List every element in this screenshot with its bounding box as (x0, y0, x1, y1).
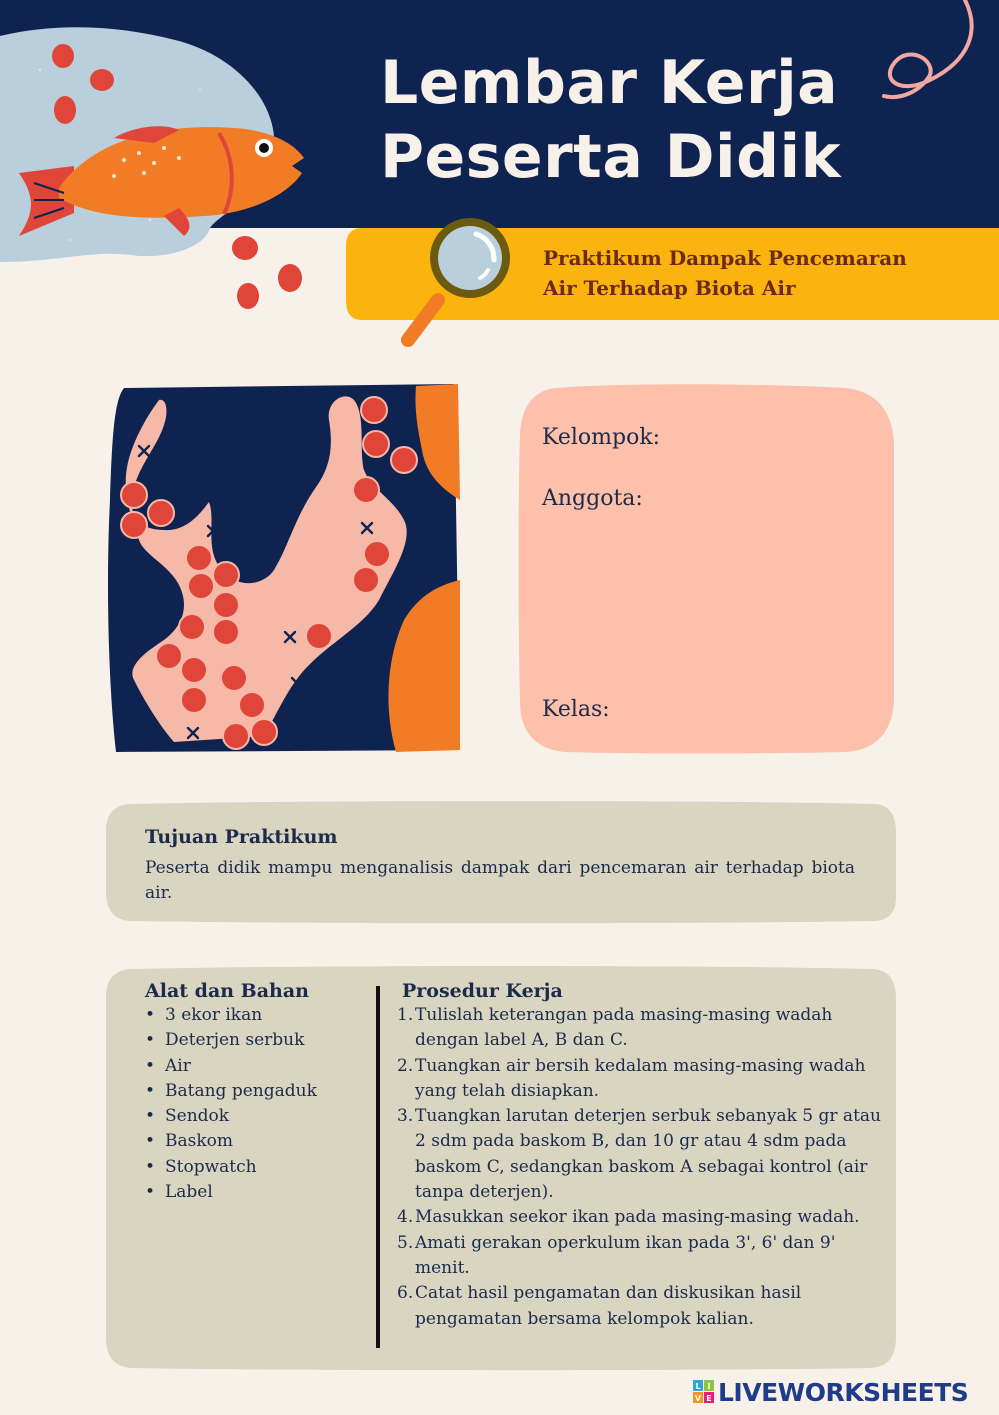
list-item (397, 1104, 887, 1205)
pollution-map-illustration (104, 380, 462, 756)
step-text: Tuangkan larutan deterjen serbuk sebanyak 5 gr atau 2 sdm pada baskom B, dan 10 gr atau 4 sdm pada baskom C, sedangkan baskom A sebagai kontrol (air tanpa deterjen). (415, 1106, 881, 1203)
list-item (397, 1205, 887, 1230)
prosedur-list (397, 1003, 887, 1332)
svg-text:L: L (695, 1382, 701, 1391)
svg-text:V: V (694, 1394, 702, 1403)
step-number: 5. (397, 1232, 414, 1253)
title-line-1: Lembar Kerja (380, 48, 839, 118)
prosedur-title: Prosedur Kerja (402, 980, 563, 1002)
list-item: • Air (145, 1054, 317, 1079)
subtitle-line-1: Praktikum Dampak Pencemaran (543, 246, 907, 270)
list-item: • Batang pengaduk (145, 1079, 317, 1104)
list-item: • Label (145, 1180, 317, 1205)
page-subtitle (543, 243, 983, 303)
svg-text:E: E (706, 1394, 712, 1403)
page-title (380, 46, 980, 194)
list-item (397, 1054, 887, 1105)
tujuan-title: Tujuan Praktikum (145, 826, 338, 848)
alat-title: Alat dan Bahan (145, 980, 309, 1002)
list-item: • Deterjen serbuk (145, 1028, 317, 1053)
liveworksheets-logo[interactable] (693, 1376, 968, 1408)
step-number: 3. (397, 1106, 414, 1127)
step-number: 1. (397, 1005, 414, 1025)
tujuan-text: Peserta didik mampu menganalisis dampak dari pencemaran air terhadap biota air. (145, 858, 855, 903)
step-number: 6. (397, 1283, 414, 1304)
svg-text:I: I (707, 1382, 711, 1391)
fish-icon (14, 118, 314, 248)
column-divider (376, 986, 380, 1348)
step-number: 4. (397, 1207, 414, 1228)
logo-text: LIVEWORKSHEETS (718, 1377, 969, 1407)
step-text: Catat hasil pengamatan dan diskusikan hasil pengamatan bersama kelompok kalian. (415, 1283, 802, 1329)
alat-list (145, 1003, 317, 1205)
kelompok-label: Kelompok: (542, 425, 661, 450)
list-item: • Stopwatch (145, 1155, 317, 1180)
anggota-label: Anggota: (542, 486, 643, 511)
title-line-2: Peserta Didik (380, 122, 842, 192)
kelas-label: Kelas: (542, 697, 610, 722)
list-item: • Baskom (145, 1129, 317, 1154)
list-item (397, 1003, 887, 1054)
list-item (397, 1281, 887, 1332)
step-number: 2. (397, 1055, 414, 1076)
list-item: • 3 ekor ikan (145, 1003, 317, 1028)
list-item: • Sendok (145, 1104, 317, 1129)
step-text: Tulislah keterangan pada masing-masing wadah dengan label A, B dan C. (415, 1005, 833, 1051)
list-item (397, 1231, 887, 1282)
magnifier-icon (398, 212, 522, 352)
subtitle-line-2: Air Terhadap Biota Air (543, 276, 796, 300)
step-text: Tuangkan air bersih kedalam masing-masing wadah yang telah disiapkan. (415, 1055, 866, 1101)
step-text: Masukkan seekor ikan pada masing-masing wadah. (415, 1207, 860, 1228)
live-badge-icon (693, 1380, 715, 1404)
step-text: Amati gerakan operkulum ikan pada 3', 6' dan 9' menit. (415, 1232, 836, 1278)
